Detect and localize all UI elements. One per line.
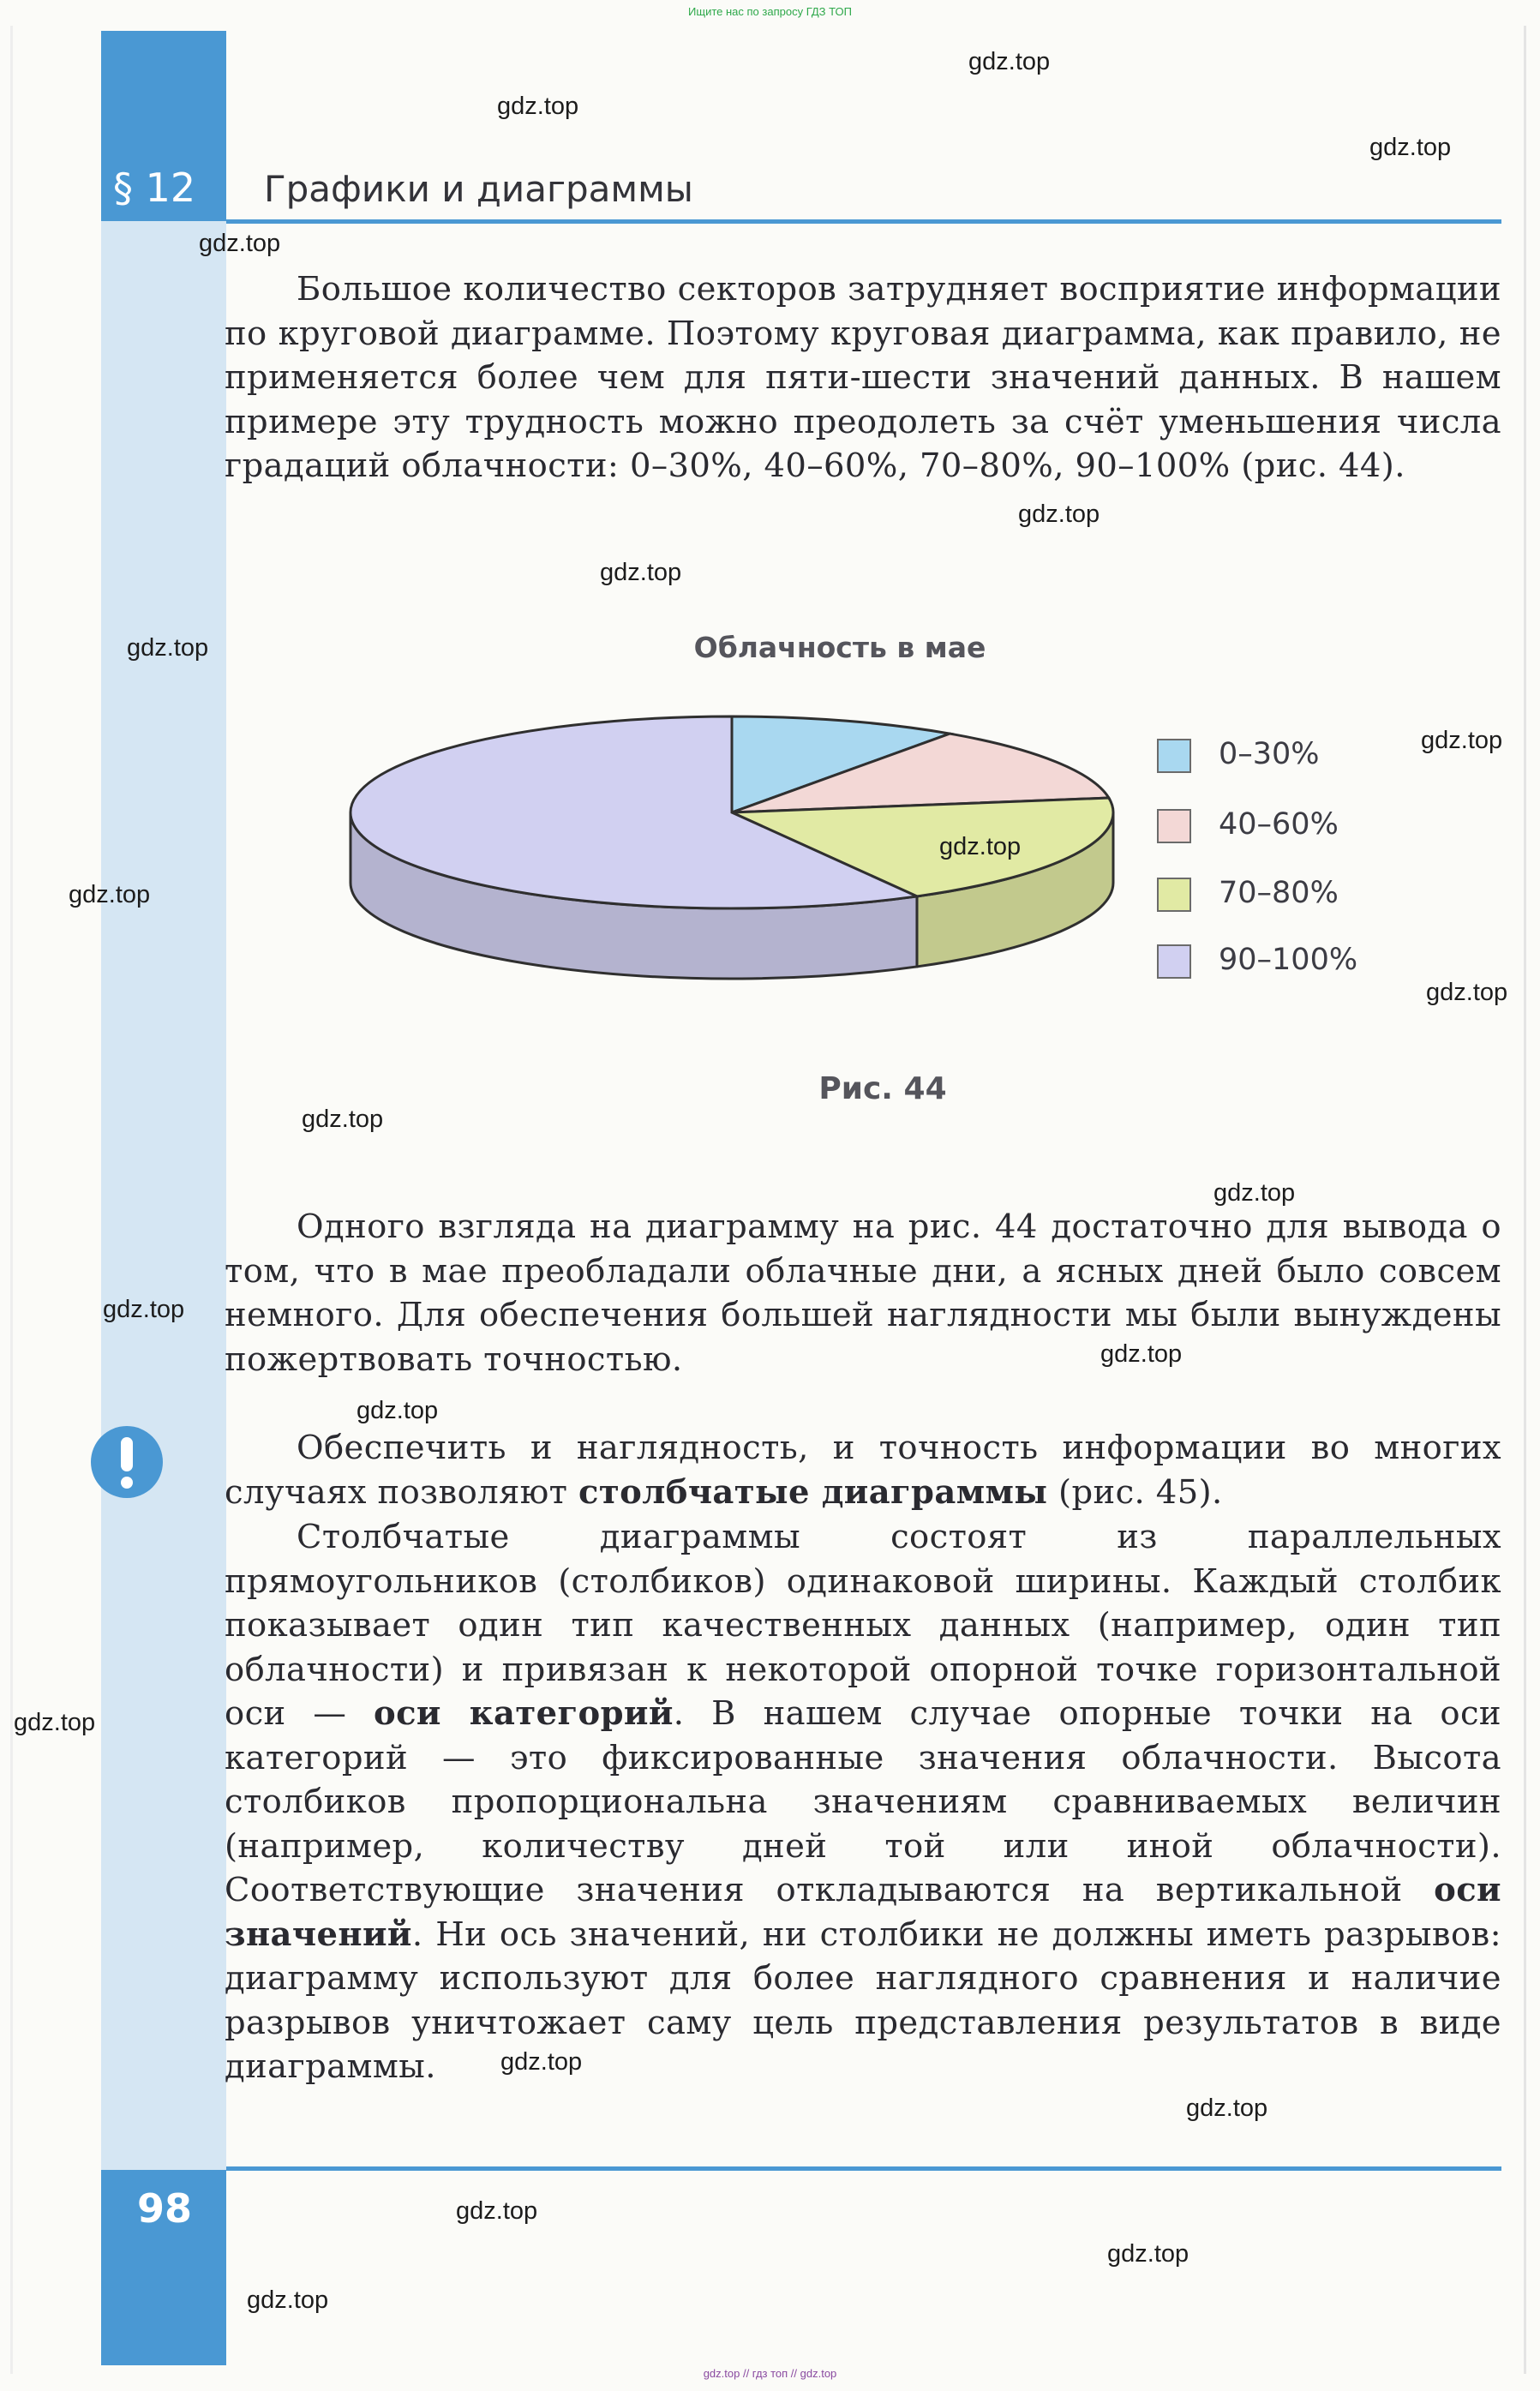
- watermark: gdz.top: [456, 2197, 538, 2225]
- term-bar-charts: столбчатые диаграммы: [578, 1472, 1048, 1512]
- page-number: 98: [137, 2185, 193, 2232]
- watermark: gdz.top: [968, 48, 1051, 75]
- watermark: gdz.top: [302, 1106, 384, 1133]
- watermark: gdz.top: [500, 2048, 583, 2076]
- section-number: § 12: [113, 165, 196, 211]
- footer-rule: [226, 2166, 1501, 2171]
- figure-caption: Рис. 44: [818, 1071, 947, 1106]
- watermark: gdz.top: [103, 1296, 185, 1323]
- paragraph-3: Обеспечить и наглядность, и точность информации во многих случаях позволяют столбчатые диаграммы (рис. 45).: [225, 1429, 1501, 1512]
- watermark: gdz.top: [247, 2286, 329, 2314]
- exclamation-icon: [91, 1426, 163, 1498]
- page-number-tab: [101, 2170, 226, 2365]
- legend-label: 0–30%: [1219, 737, 1320, 771]
- watermark: gdz.top: [14, 1709, 96, 1736]
- section-tab: [101, 31, 226, 221]
- legend-item-40-60: [1157, 806, 1448, 847]
- paragraph-4: Столбчатые диаграммы состоят из параллельных прямоугольников (столбиков) одинаковой ширины. Каждый столбик показывает один тип качественных данных (например, один тип облачности) и привязан к некоторой опорной точке горизонтальной оси — оси категорий. В нашем случае опорные точки на оси категорий — это фиксированные значения облачности. Высота столбиков пропорциональна значениям сравниваемых величин (например, количеству дней той или иной облачности). Соответствующие значения откладываются на вертикальной оси значений. Ни ось значений, ни столбики не должны иметь разрывов: диаграмму используют для более наглядного сравнения и наличие разрывов уничтожает саму цель представления результатов в виде диаграммы.: [225, 1518, 1501, 2086]
- chapter-title: Графики и диаграммы: [264, 168, 693, 210]
- page-sidebar: [101, 31, 226, 2362]
- watermark: gdz.top: [127, 634, 209, 662]
- legend-item-0-30: [1157, 735, 1448, 776]
- page-edge-left: [10, 26, 13, 2374]
- legend-label: 90–100%: [1219, 943, 1358, 977]
- watermark: gdz.top: [939, 833, 1022, 860]
- watermark: gdz.top: [1426, 979, 1508, 1006]
- watermark: gdz.top: [1107, 2240, 1189, 2268]
- legend-swatch: [1157, 878, 1191, 912]
- watermark: gdz.top: [1018, 500, 1100, 528]
- legend-label: 40–60%: [1219, 807, 1339, 842]
- legend-label: 70–80%: [1219, 876, 1339, 910]
- legend-swatch: [1157, 944, 1191, 979]
- page-edge-right: [1524, 26, 1526, 2374]
- watermark: gdz.top: [69, 881, 151, 908]
- header-rule: [226, 219, 1501, 224]
- watermark: gdz.top: [1369, 134, 1452, 161]
- term-category-axis: оси категорий: [374, 1694, 674, 1733]
- paragraph-1: Большое количество секторов затрудняет восприятие информации по круговой диаграмме. Поэтому круговая диаграмма, как правило, не применяется более чем для пяти-шести значений данных. В нашем примере эту трудность можно преодолеть за счёт уменьшения числа градаций облачности: 0–30%, 40–60%, 70–80%, 90–100% (рис. 44).: [225, 270, 1501, 485]
- legend-swatch: [1157, 739, 1191, 773]
- bottom-note: gdz.top // гдз топ // gdz.top: [703, 2367, 837, 2380]
- legend-item-70-80: [1157, 874, 1448, 915]
- legend-item-90-100: [1157, 941, 1448, 982]
- watermark: gdz.top: [1421, 727, 1503, 754]
- watermark: gdz.top: [1100, 1340, 1183, 1368]
- paragraph-2: Одного взгляда на диаграмму на рис. 44 достаточно для вывода о том, что в мае преобладали облачные дни, а ясных дней было совсем немного. Для обеспечения большей наглядности мы были вынуждены пожертвовать точностью.: [225, 1207, 1501, 1379]
- watermark: gdz.top: [497, 93, 579, 120]
- watermark: gdz.top: [1186, 2094, 1268, 2122]
- watermark: gdz.top: [199, 230, 281, 257]
- watermark: gdz.top: [1213, 1179, 1296, 1207]
- watermark: gdz.top: [357, 1397, 439, 1424]
- legend-swatch: [1157, 809, 1191, 843]
- term-value-axis: оси значений: [225, 1871, 1501, 1954]
- top-search-note: Ищите нас по запросу ГДЗ ТОП: [688, 5, 852, 18]
- chart-title: Облачность в мае: [693, 631, 986, 664]
- watermark: gdz.top: [600, 559, 682, 586]
